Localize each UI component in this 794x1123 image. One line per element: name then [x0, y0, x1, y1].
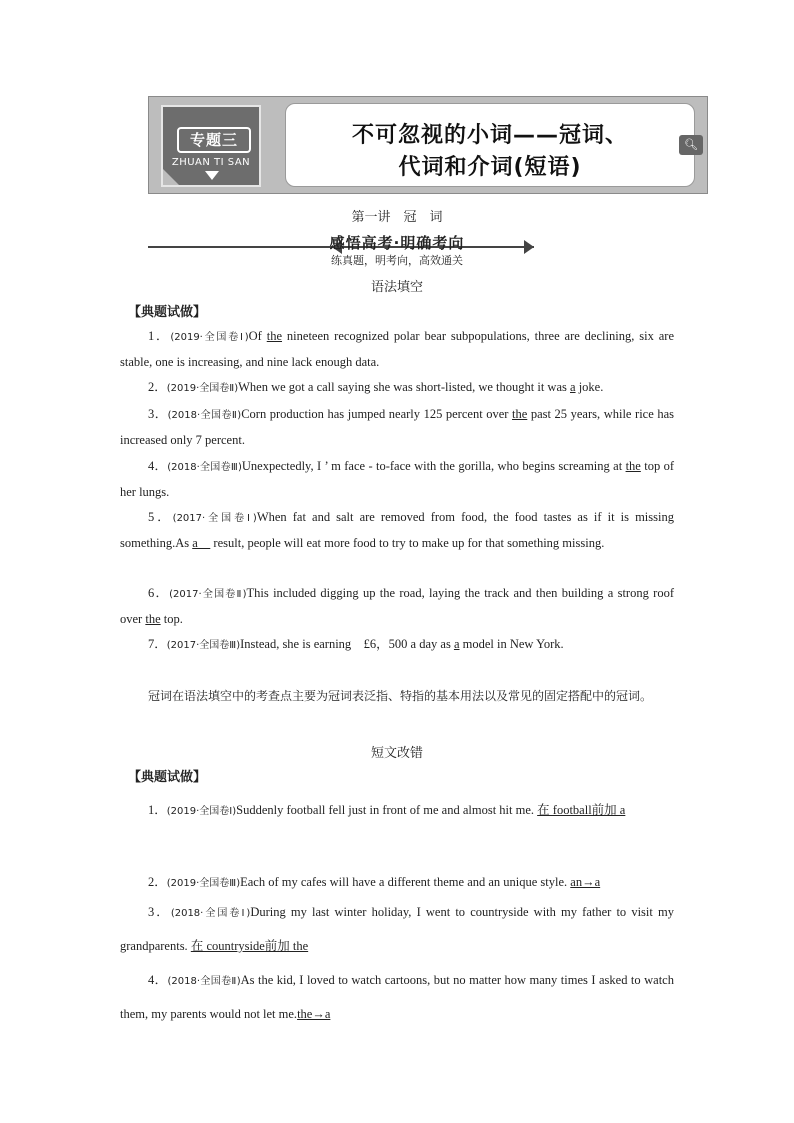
answer-blank: the [512, 407, 528, 421]
correction-answer: 在 football前加 a [537, 803, 626, 817]
question-item: 4．(2018·全国卷Ⅲ)Unexpectedly, I ’ m face - to-face with the gorilla, who begins screaming at the top of her lungs. [120, 459, 674, 499]
magnifier-icon[interactable]: 🔍︎ [679, 135, 703, 155]
question-item: 5．(2017·全国卷Ⅰ)When fat and salt are removed from food, the food tastes as if it is missing something.As a result, people will eat more food to try to make up for that something missing. [120, 510, 674, 550]
section1-title: 语法填空 [370, 280, 423, 295]
question-item: 7．(2017·全国卷Ⅲ)Instead, she is earning £6，500 a day as a model in New York. [148, 637, 564, 651]
section2-title: 短文改错 [370, 746, 423, 761]
question-item: 1．(2019·全国卷Ⅰ)Suddenly football fell just in front of me and almost hit me. 在 football前加 a [148, 803, 626, 817]
chapter-title-box [285, 103, 695, 187]
badge-pinyin: ZHUAN TI SAN [171, 157, 251, 168]
page-fold-icon [163, 169, 179, 185]
answer-blank: the [625, 459, 641, 473]
summary-note: 冠词在语法填空中的考查点主要为冠词表泛指、特指的基本用法以及常见的固定搭配中的冠词。 [148, 689, 653, 703]
question-item: 1．(2019·全国卷Ⅰ)Of the nineteen recognized polar bear subpopulations, three are declining, six are stable, one is increasing, and nine lack enough data. [120, 329, 674, 369]
badge-label: 专题三 [177, 127, 251, 153]
question-item: 3．(2018·全国卷Ⅱ)Corn production has jumped nearly 125 percent over the past 25 years, while rice has increased only 7 percent. [120, 407, 674, 447]
ribbon-sub-text: 练真题，明考向，高效通关 [331, 254, 463, 267]
question-item: 2．(2019·全国卷Ⅱ)When we got a call saying she was short-listed, we thought it was a joke. [148, 380, 604, 394]
answer-blank: the [145, 612, 161, 626]
chapter-title-line2: 代词和介词(短语) [398, 155, 582, 180]
ribbon-main-text: 感悟高考·明确考向 [329, 234, 465, 252]
correction-answer: 在 countryside前加 the [190, 939, 309, 953]
question-item: 2．(2019·全国卷Ⅲ)Each of my cafes will have a different theme and an unique style. an→a [148, 875, 601, 889]
section2-label: 【典题试做】 [128, 770, 207, 785]
chapter-badge [161, 105, 261, 187]
answer-blank: a [570, 380, 576, 394]
answer-blank: the [266, 329, 283, 343]
question-item: 4．(2018·全国卷Ⅱ)As the kid, I loved to watch cartoons, but no matter how many times I asked to watch them, my parents would not let me.the→a [120, 973, 674, 1021]
answer-blank: a [192, 536, 211, 550]
lecture-title: 第一讲 冠 词 [351, 210, 443, 225]
chapter-title-line1: 不可忽视的小词——冠词、 [351, 123, 628, 148]
down-triangle-icon [205, 171, 219, 180]
correction-answer: the→a [297, 1007, 331, 1021]
question-item: 3．(2018·全国卷Ⅰ)During my last winter holiday, I went to countryside with my father to visit my grandparents. 在 countryside前加 the [120, 905, 674, 953]
chapter-banner [148, 96, 708, 194]
answer-blank: a [453, 637, 460, 651]
correction-answer: an→a [570, 875, 601, 889]
question-item: 6．(2017·全国卷Ⅱ)This included digging up the road, laying the track and then building a strong roof over the top. [120, 586, 674, 626]
section1-label: 【典题试做】 [128, 305, 207, 320]
